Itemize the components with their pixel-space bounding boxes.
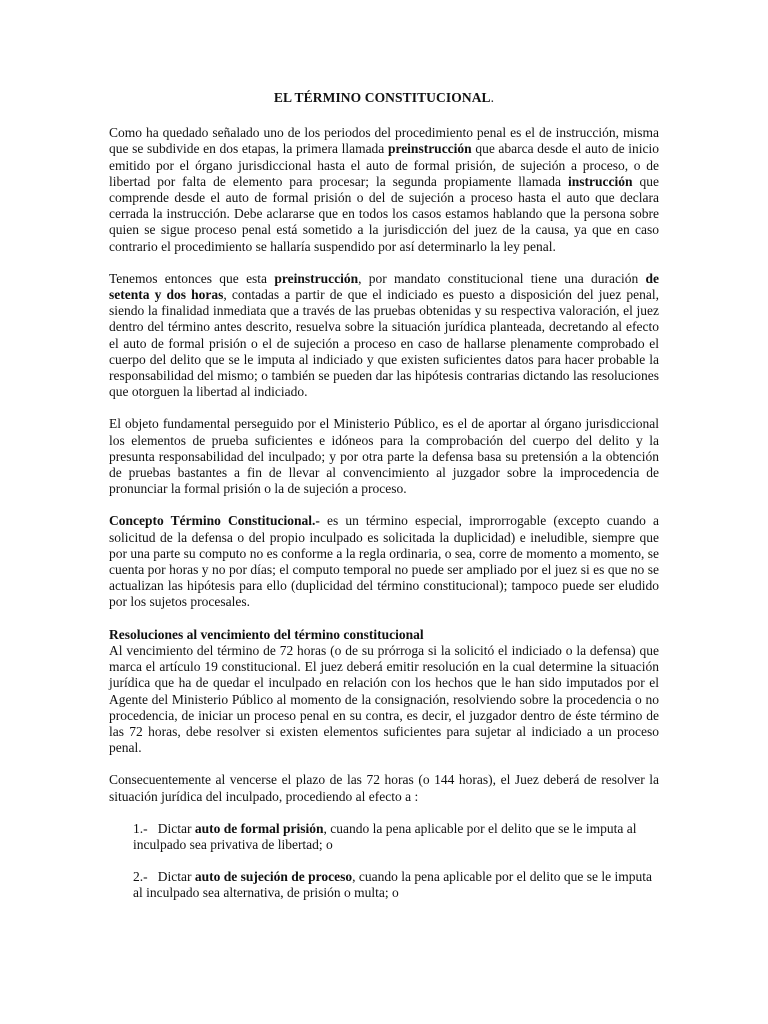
item-text-1: Dictar	[157, 820, 195, 836]
paragraph-consecuentemente: Consecuentemente al vencerse el plazo de las 72 horas (o 144 horas), el Juez deberá de resolver la situación jurídica del inculpado, procediendo al efecto a :	[109, 772, 659, 804]
item-number: 2.-	[133, 869, 148, 885]
section-heading-resoluciones: Resoluciones al vencimiento del término constitucional	[109, 626, 424, 642]
item-text-2: , cuando la pena aplicable por el delito que se le imputa al inculpado sea alternativa, de prisión o multa; o	[133, 869, 652, 901]
title-dot: .	[490, 90, 495, 105]
item-text-1: Dictar	[157, 869, 195, 885]
p1-bold-2: instrucción	[568, 173, 633, 189]
paragraph-concepto	[109, 513, 659, 610]
p4-text-1: es un término especial, improrrogable (excepto cuando a solicitud de la defensa o del propio inculpado es solicitada la duplicidad) e ineludible, siempre que por una parte su computo no es conforme a la regla ordinaria, o sea, corre de momento a momento, se cuenta por horas y no por días; el computo temporal no puede ser ampliado por el juez si es que no se actualizan las hipótesis para ello (duplicidad del término constitucional); tampoco puede ser eludido por los sujetos procesales.	[109, 513, 659, 610]
p1-text-3: que comprende desde el auto de formal prisión o del de sujeción a proceso hasta el auto que declara cerrada la instrucción. Debe aclararse que en todos los casos estamos hablando que la persona sobre quien se sigue proceso penal está sometido a la jurisdicción del juez de la causa, ya que en caso contrario el procedimiento se hallaría suspendido por así determinarlo la ley penal.	[109, 173, 659, 254]
p1-bold-1: preinstrucción	[387, 141, 472, 157]
paragraph-vencimiento: Al vencimiento del término de 72 horas (o de su prórroga si la solicitó el indiciado o la defensa) que marca el artículo 19 constitucional. El juez deberá emitir resolución en la cual determine la situación jurídica que ha de quedar el inculpado en relación con los hechos que le han sido imputados por el Agente del Ministerio Público al momento de la consignación, resolviendo sobre la procedencia o no procedencia, de iniciar un proceso penal en su contra, es decir, el juzgador dentro de éste término de las 72 horas, debe resolver si existen elementos suficientes para sujetar al indiciado a un proceso penal.	[109, 642, 659, 756]
p2-text-1: Tenemos entonces que esta	[109, 270, 275, 286]
item-text-2: , cuando la pena aplicable por el delito que se le imputa al inculpado sea privativa de libertad; o	[133, 820, 637, 852]
p2-text-3: , contadas a partir de que el indiciado es puesto a disposición del juez penal, siendo la finalidad inmediata que a través de las pruebas obtenidas y su respectiva valoración, el juez dentro del término antes descrito, resuelva sobre la situación jurídica planteada, decretando al efecto el auto de formal prisión o el de sujeción a proceso en caso de hallarse plenamente comprobado el cuerpo del delito que se le imputa al indiciado y que existen suficientes datos para hacer probable la responsabilidad del mismo; o también se pueden dar las hipótesis contrarias dictando las resoluciones que otorguen la libertad al indiciado.	[109, 287, 659, 400]
p4-bold-1: Concepto Término Constitucional.-	[109, 513, 320, 529]
list-item	[133, 821, 659, 853]
document-title	[109, 90, 659, 106]
paragraph-ministerio-publico: El objeto fundamental perseguido por el Ministerio Público, es el de aportar al órgano jurisdiccional los elementos de prueba suficientes e idóneos para la comprobación del cuerpo del delito y la presunta responsabilidad del inculpado; y por otra parte la defensa basa su pretensión a la obtención de pruebas bastantes a fin de llevar al convencimiento al juzgador sobre la improcedencia de pronunciar la formal prisión o la de sujeción a proceso.	[109, 416, 659, 497]
p2-bold-2: de setenta y dos horas	[109, 270, 659, 303]
p1-text-1: Como ha quedado señalado uno de los periodos del procedimiento penal es el de instrucción, misma que se subdivide en dos etapas, la primera llamada	[109, 125, 659, 157]
item-bold: auto de sujeción de proceso	[194, 869, 353, 885]
title-text: EL TÉRMINO CONSTITUCIONAL	[273, 90, 491, 105]
item-number: 1.-	[133, 820, 148, 836]
p2-bold-1: preinstrucción	[274, 270, 359, 286]
p2-text-2: , por mandato constitucional tiene una duración	[358, 270, 646, 286]
item-bold: auto de formal prisión	[194, 820, 324, 836]
p1-text-2: que abarca desde el auto de inicio emitido por el órgano jurisdiccional hasta el auto de formal prisión, de sujeción a proceso, o de libertad por falta de elemento para procesar; la segunda propiamente llamada	[109, 141, 659, 189]
paragraph-preinstruction-duration	[109, 271, 659, 401]
paragraph-instruction-stages	[109, 125, 659, 255]
list-item	[133, 869, 659, 901]
